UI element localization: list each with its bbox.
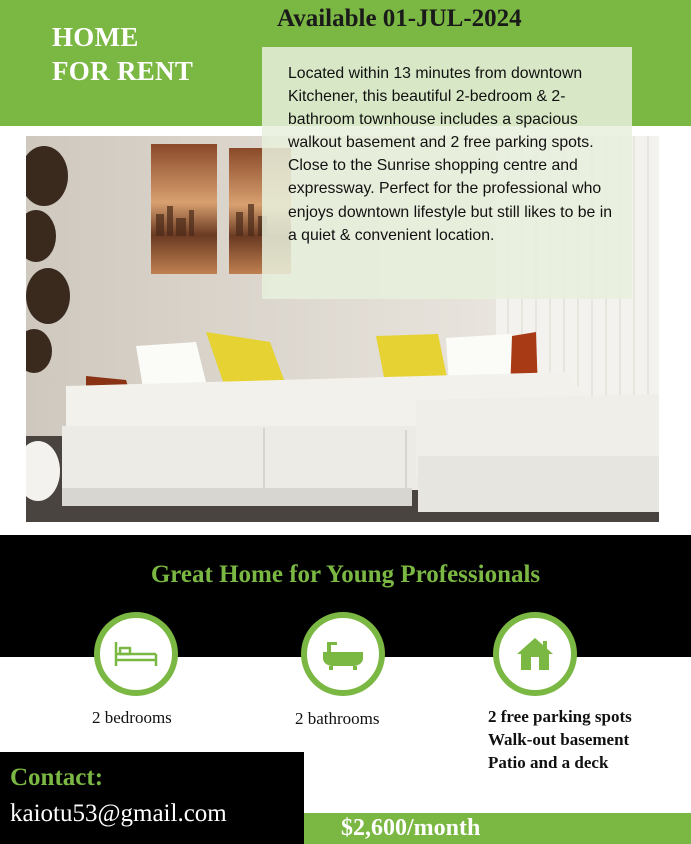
feature-basement: Walk-out basement bbox=[488, 730, 630, 749]
title-line-1: HOME bbox=[52, 22, 139, 52]
bed-icon bbox=[94, 612, 178, 696]
contact-label: Contact: bbox=[10, 764, 104, 791]
rent-price: $2,600/month bbox=[341, 815, 481, 841]
feature-bathrooms: 2 bathrooms bbox=[295, 709, 380, 728]
title-line-2: FOR RENT bbox=[52, 56, 194, 86]
availability-date: Available 01-JUL-2024 bbox=[277, 5, 522, 32]
description-text: Located within 13 minutes from downtown Kitchener, this beautiful 2-bedroom & 2-bathroom townhouse includes a spacious walkout basement and 2 free parking spots. Close to the Sunrise shopping centre and expressway. Perfect for the professional who enjoys downtown lifestyle but still likes to be in a quiet & convenient location. bbox=[288, 65, 612, 244]
feature-parking: 2 free parking spots bbox=[488, 707, 632, 726]
description-panel bbox=[262, 47, 632, 299]
feature-extras bbox=[488, 705, 632, 774]
tagline: Great Home for Young Professionals bbox=[150, 561, 541, 588]
contact-email[interactable]: kaiotu53@gmail.com bbox=[10, 800, 227, 827]
house-icon bbox=[493, 612, 577, 696]
bathtub-icon bbox=[301, 612, 385, 696]
page-title bbox=[52, 20, 193, 88]
feature-patio: Patio and a deck bbox=[488, 753, 609, 772]
feature-bedrooms: 2 bedrooms bbox=[92, 708, 172, 727]
